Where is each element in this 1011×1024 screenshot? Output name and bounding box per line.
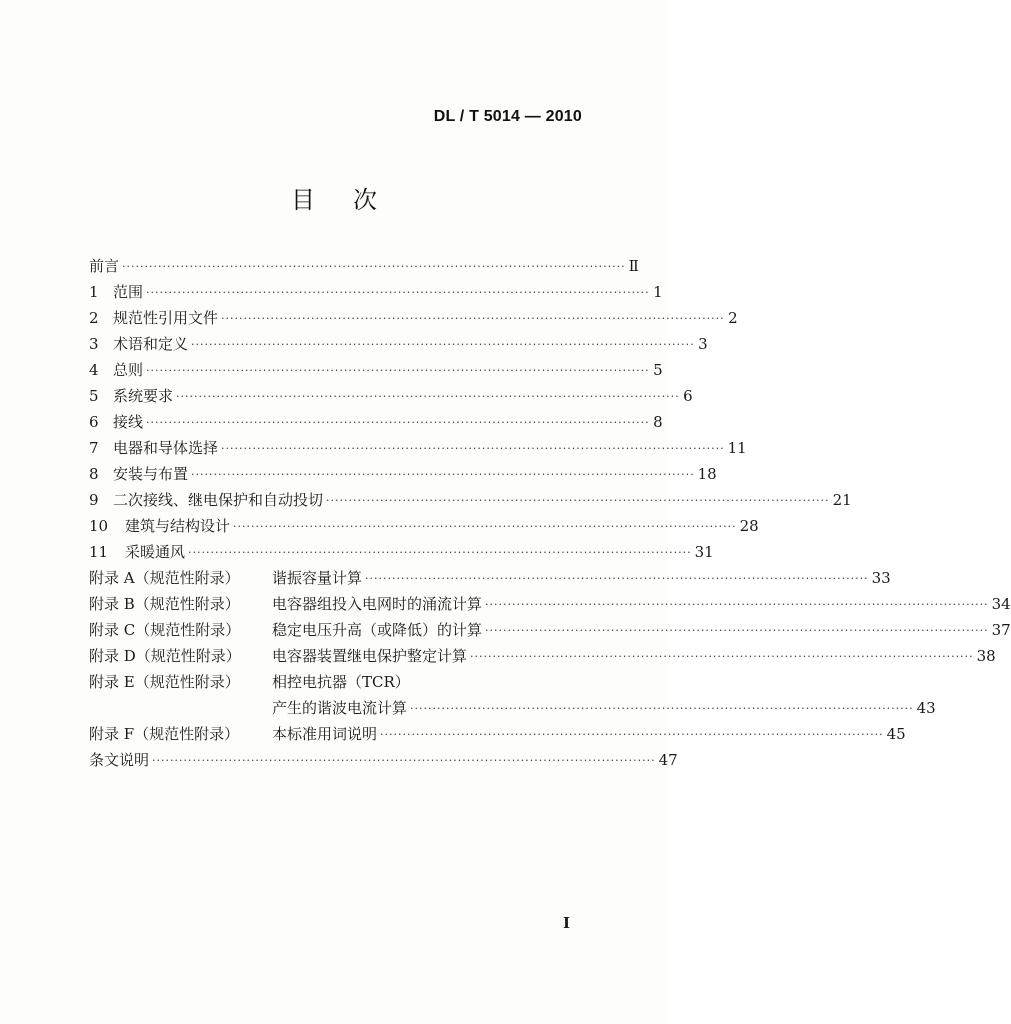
toc-entry-number: 1 [89, 283, 99, 301]
dot-leader [221, 442, 725, 456]
appendix-label: 相控电抗器（TCR） [272, 673, 410, 691]
toc-entry-page: 34 [991, 595, 1011, 613]
toc-entry-3[interactable] [89, 328, 708, 354]
dot-leader [176, 390, 680, 404]
toc-entry-label: 安装与布置 [113, 465, 189, 483]
toc-entry-page: 45 [886, 725, 906, 743]
standard-code: DL / T 5014 — 2010 [433, 108, 582, 125]
toc-entry-label: 总则 [113, 361, 144, 379]
toc-appendix-b[interactable] [89, 588, 1011, 614]
toc-entry-number: 6 [89, 413, 99, 431]
toc-entry-label: 二次接线、继电保护和自动投切 [113, 491, 324, 509]
toc-entry-1[interactable] [89, 276, 663, 302]
toc-entry-number: 2 [89, 309, 99, 327]
toc-entry-5[interactable] [89, 380, 693, 406]
appendix-label-continued: 产生的谐波电流计算 [272, 699, 408, 717]
dot-leader [221, 312, 725, 326]
toc-entry-number: 8 [89, 465, 99, 483]
dot-leader [470, 650, 974, 664]
toc-entry-label: 范围 [113, 283, 144, 301]
toc-entry-page: 1 [653, 283, 663, 301]
dot-leader [233, 520, 737, 534]
appendix-e-line-2 [89, 692, 936, 718]
toc-appendix-a[interactable] [89, 562, 891, 588]
dot-leader [485, 624, 989, 638]
toc-appendix-f[interactable] [89, 718, 906, 744]
toc-entry-number: 10 [89, 517, 109, 535]
dot-leader [122, 260, 626, 274]
dot-leader [365, 572, 869, 586]
toc-entry-page: 2 [728, 309, 738, 327]
toc-entry-10[interactable] [89, 510, 759, 536]
toc-entry-6[interactable] [89, 406, 663, 432]
toc-entry-page: 47 [658, 751, 678, 769]
toc-entry-label: 接线 [113, 413, 144, 431]
appendix-prefix: 附录 F（规范性附录） [89, 725, 240, 743]
toc-entry-page: 5 [653, 361, 663, 379]
toc-entry-4[interactable] [89, 354, 663, 380]
toc-entry-page: 21 [832, 491, 852, 509]
appendix-e-block [89, 666, 936, 718]
toc-entry-number: 11 [89, 543, 109, 561]
appendix-label: 电容器装置继电保护整定计算 [272, 647, 468, 665]
dot-leader [188, 546, 692, 560]
appendix-label: 谐振容量计算 [272, 569, 363, 587]
toc-entry-explanation[interactable] [89, 744, 678, 770]
toc-entry-number: 4 [89, 361, 99, 379]
toc-entry-label: 系统要求 [113, 387, 174, 405]
toc-entry-page: 43 [916, 699, 936, 717]
appendix-prefix: 附录 C（规范性附录） [89, 621, 241, 639]
dot-leader [380, 728, 884, 742]
toc-entry-page: 31 [694, 543, 714, 561]
dot-leader [485, 598, 989, 612]
toc-entry-8[interactable] [89, 458, 717, 484]
table-of-contents [89, 250, 1011, 770]
toc-entry-number: 5 [89, 387, 99, 405]
dot-leader [152, 754, 656, 768]
appendix-prefix: 附录 B（规范性附录） [89, 595, 240, 613]
toc-entry-foreword[interactable] [89, 250, 639, 276]
toc-entry-page: 33 [871, 569, 891, 587]
appendix-prefix: 附录 E（规范性附录） [89, 673, 240, 691]
toc-appendix-e[interactable] [89, 666, 936, 718]
toc-entry-9[interactable] [89, 484, 852, 510]
appendix-prefix: 附录 A（规范性附录） [89, 569, 240, 587]
page-number: I [562, 914, 570, 932]
appendix-prefix: 附录 D（规范性附录） [89, 647, 241, 665]
toc-entry-page: Ⅱ [628, 257, 639, 275]
toc-entry-number: 7 [89, 439, 99, 457]
toc-appendix-c[interactable] [89, 614, 1011, 640]
dot-leader [146, 364, 650, 378]
toc-entry-label: 规范性引用文件 [113, 309, 219, 327]
toc-entry-page: 38 [976, 647, 996, 665]
toc-entry-11[interactable] [89, 536, 714, 562]
toc-title: 目次 [291, 186, 415, 214]
toc-entry-7[interactable] [89, 432, 747, 458]
toc-entry-page: 6 [683, 387, 693, 405]
toc-entry-2[interactable] [89, 302, 738, 328]
appendix-label: 电容器组投入电网时的涌流计算 [272, 595, 483, 613]
toc-entry-label: 术语和定义 [113, 335, 189, 353]
toc-entry-label: 建筑与结构设计 [125, 517, 231, 535]
dot-leader [146, 286, 650, 300]
toc-entry-number: 3 [89, 335, 99, 353]
dot-leader [146, 416, 650, 430]
toc-entry-page: 11 [727, 439, 747, 457]
dot-leader [326, 494, 830, 508]
toc-entry-label: 前言 [89, 257, 120, 275]
toc-entry-label: 采暖通风 [125, 543, 186, 561]
toc-entry-page: 37 [991, 621, 1011, 639]
appendix-e-line-1 [89, 666, 936, 692]
toc-entry-label: 电器和导体选择 [113, 439, 219, 457]
toc-entry-label: 条文说明 [89, 751, 150, 769]
toc-entry-number: 9 [89, 491, 99, 509]
toc-appendix-d[interactable] [89, 640, 996, 666]
toc-entry-page: 3 [698, 335, 708, 353]
appendix-label: 稳定电压升高（或降低）的计算 [272, 621, 483, 639]
appendix-label: 本标准用词说明 [272, 725, 378, 743]
toc-entry-page: 8 [653, 413, 663, 431]
dot-leader [191, 338, 695, 352]
toc-entry-page: 28 [739, 517, 759, 535]
dot-leader [410, 702, 914, 716]
toc-entry-page: 18 [697, 465, 717, 483]
dot-leader [191, 468, 695, 482]
